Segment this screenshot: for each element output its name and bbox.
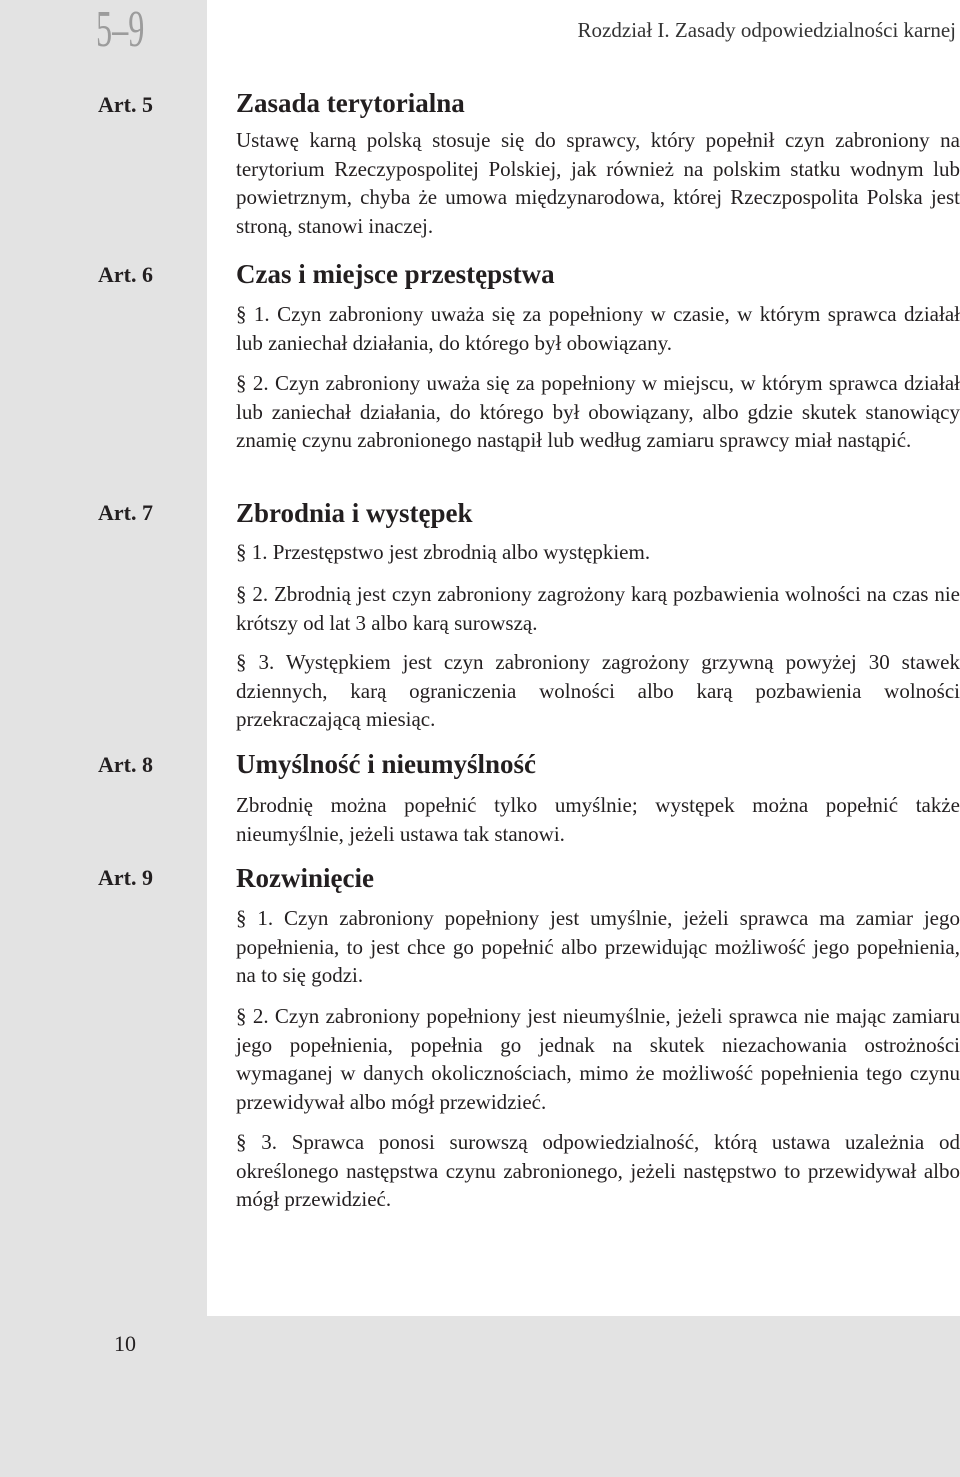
article-9-paragraph-3: § 3. Sprawca ponosi surowszą odpowiedzialność, którą ustawa uzależnia od określonego następstwa czynu zabronionego, jeżeli następstwo to przewidywał albo mógł przewidzieć. <box>236 1130 960 1211</box>
page-number: 10 <box>114 1331 136 1356</box>
article-label-9: Art. 9 <box>98 865 153 890</box>
article-label-8: Art. 8 <box>98 752 153 777</box>
article-7-paragraph-2: § 2. Zbrodnią jest czyn zabroniony zagrożony karą pozbawienia wolności na czas nie krótszy od lat 3 albo karą surowszą. <box>236 582 960 635</box>
article-9-paragraph-2: § 2. Czyn zabroniony popełniony jest nieumyślnie, jeżeli sprawca nie mając zamiaru jego popełnienia, popełnia go jednak na skutek niezachowania ostrożności wymaganej w danych okolicznościach, mimo że możliwość popełnienia tego czynu przewidywał albo mógł przewidzieć. <box>236 1004 960 1114</box>
article-title-7: Zbrodnia i występek <box>236 498 473 528</box>
article-sidebar <box>0 0 207 1477</box>
article-title-6: Czas i miejsce przestępstwa <box>236 259 555 289</box>
article-label-7: Art. 7 <box>98 500 153 525</box>
article-6-paragraph-2: § 2. Czyn zabroniony uważa się za popełniony w miejscu, w którym sprawca działał lub zaniechał działania, do którego był obowiązany, albo gdzie skutek stanowiący znamię czynu zabronionego nastąpił lub według zamiaru sprawcy miał nastąpić. <box>236 371 960 452</box>
article-title-5: Zasada terytorialna <box>236 88 465 118</box>
article-7-paragraph-3: § 3. Występkiem jest czyn zabroniony zagrożony grzywną powyżej 30 stawek dziennych, karą ograniczenia wolności albo karą pozbawienia wolności przekraczającą miesiąc. <box>236 650 960 731</box>
article-label-5: Art. 5 <box>98 92 153 117</box>
article-label-6: Art. 6 <box>98 262 153 287</box>
article-title-9: Rozwinięcie <box>236 863 374 893</box>
article-range: 5–9 <box>96 1 145 58</box>
article-8-paragraph: Zbrodnię można popełnić tylko umyślnie; występek można popełnić także nieumyślnie, jeżeli ustawa tak stanowi. <box>236 793 960 846</box>
article-6-paragraph-1: § 1. Czyn zabroniony uważa się za popełniony w czasie, w którym sprawca działał lub zaniechał działania, do którego był obowiązany. <box>236 302 960 355</box>
article-7-paragraph-1: § 1. Przestępstwo jest zbrodnią albo występkiem. <box>236 540 651 564</box>
article-title-8: Umyślność i nieumyślność <box>236 749 537 779</box>
chapter-title: Rozdział I. Zasady odpowiedzialności karnej <box>577 18 956 42</box>
article-5-paragraph: Ustawę karną polską stosuje się do sprawcy, który popełnił czyn zabroniony na terytorium Rzeczypospolitej Polskiej, jak również na polskim statku wodnym lub powietrznym, chyba że umowa międzynarodowa, której Rzeczpospolita Polska jest stroną, stanowi inaczej. <box>236 128 960 238</box>
article-9-paragraph-1: § 1. Czyn zabroniony popełniony jest umyślnie, jeżeli sprawca ma zamiar jego popełnienia, to jest chce go popełnić albo przewidując możliwość jego popełnienia, na to się godzi. <box>236 906 960 987</box>
